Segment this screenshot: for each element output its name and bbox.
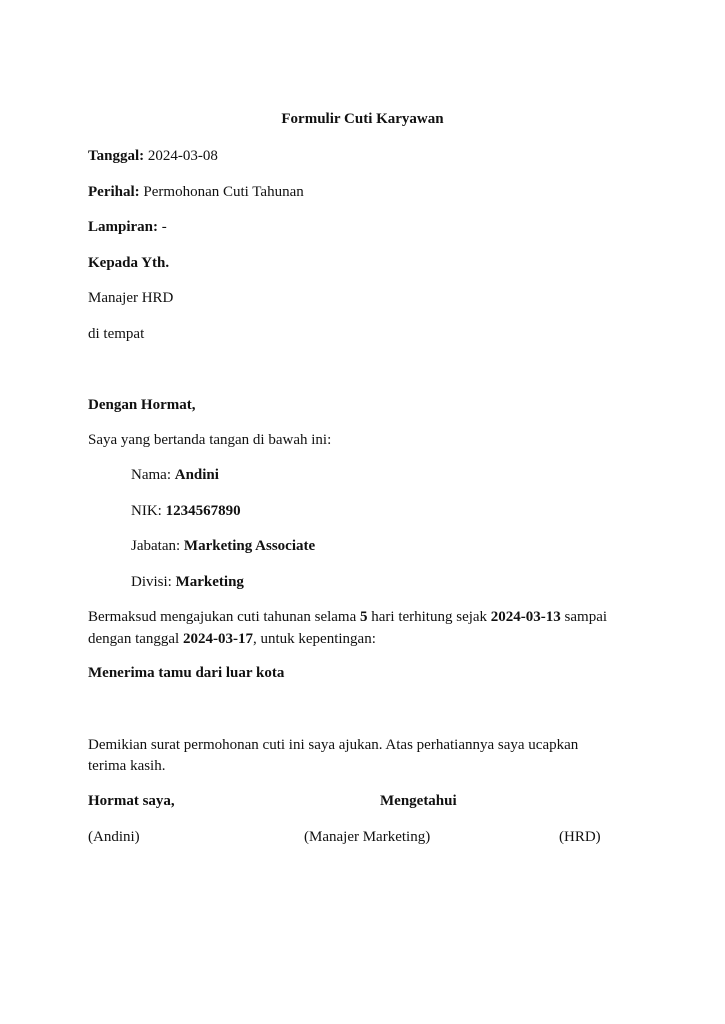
tanggal-row: [88, 147, 218, 165]
closing-line-2: terima kasih.: [88, 758, 166, 774]
jabatan-row: [131, 537, 315, 555]
divisi-row: [131, 573, 244, 591]
recipient-place: di tempat: [88, 326, 145, 342]
nama-row: [131, 466, 219, 484]
kepada-heading: [88, 254, 169, 272]
signature-hrd: (HRD): [559, 829, 601, 845]
start-date: 2024-03-13: [490, 609, 561, 625]
hormat-saya-text: Hormat saya,: [88, 793, 175, 809]
nik-row: [131, 502, 241, 520]
tanggal-value: 2024-03-08: [147, 148, 218, 164]
lampiran-value: -: [161, 219, 167, 235]
jabatan-label: Jabatan:: [131, 538, 181, 554]
lampiran-row: [88, 218, 167, 236]
request-text-1: Bermaksud mengajukan cuti tahunan selama: [88, 609, 357, 625]
request-line-2: [88, 630, 376, 648]
kepada-text: Kepada Yth.: [88, 255, 170, 271]
request-text-2: hari terhitung sejak: [371, 609, 488, 625]
mengetahui-text: Mengetahui: [380, 793, 457, 809]
lampiran-label: Lampiran:: [88, 219, 159, 235]
mengetahui: [380, 792, 457, 810]
nama-value: Andini: [174, 467, 219, 483]
leave-days: 5: [360, 609, 368, 625]
signature-employee: (Andini): [88, 829, 140, 845]
end-date: 2024-03-17: [182, 631, 253, 647]
perihal-label: Perihal:: [88, 184, 140, 200]
divisi-label: Divisi:: [131, 574, 172, 590]
jabatan-value: Marketing Associate: [183, 538, 316, 554]
request-line-1: [88, 608, 607, 626]
greeting-text: Dengan Hormat,: [88, 397, 196, 413]
perihal-row: [88, 183, 304, 201]
closing-line-1: Demikian surat permohonan cuti ini saya ajukan. Atas perhatiannya saya ucapkan: [88, 737, 579, 753]
request-text-3: sampai: [564, 609, 608, 625]
request-text-4: dengan tanggal: [88, 631, 180, 647]
perihal-value: Permohonan Cuti Tahunan: [143, 184, 304, 200]
tanggal-label: Tanggal:: [88, 148, 145, 164]
nik-value: 1234567890: [165, 503, 241, 519]
leave-reason-text: Menerima tamu dari luar kota: [88, 665, 285, 681]
intro-text: Saya yang bertanda tangan di bawah ini:: [88, 432, 332, 448]
hormat-saya: [88, 792, 175, 810]
page-title: Formulir Cuti Karyawan: [281, 111, 444, 127]
greeting: [88, 396, 196, 414]
request-text-5: , untuk kepentingan:: [252, 631, 376, 647]
recipient-name: Manajer HRD: [88, 290, 174, 306]
divisi-value: Marketing: [175, 574, 244, 590]
nama-label: Nama:: [131, 467, 171, 483]
signature-manager: (Manajer Marketing): [304, 829, 431, 845]
nik-label: NIK:: [131, 503, 162, 519]
leave-reason: [88, 664, 284, 682]
